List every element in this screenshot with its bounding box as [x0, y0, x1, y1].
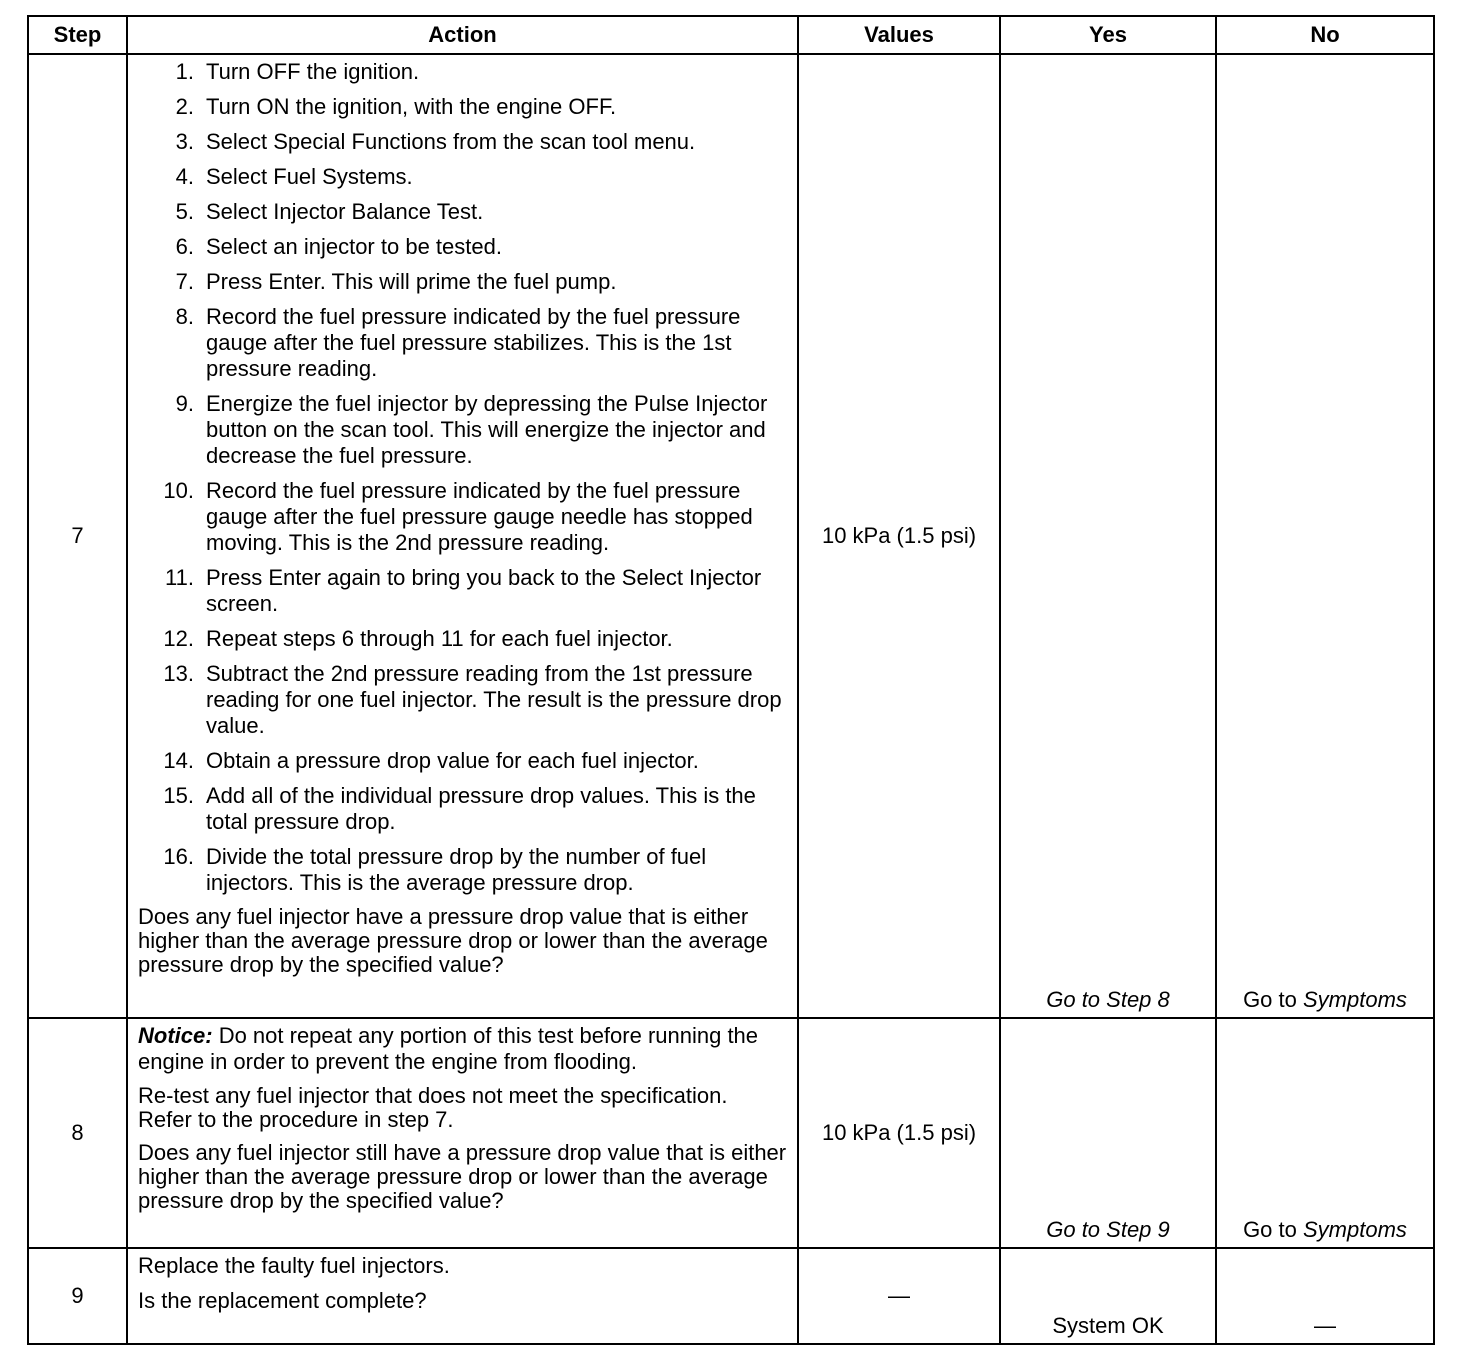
list-item — [138, 391, 787, 469]
values-cell: 10 kPa (1.5 psi) — [798, 1018, 1000, 1248]
notice-text: Do not repeat any portion of this test before running the engine in order to prevent the engine from flooding. — [138, 1023, 759, 1074]
list-item — [138, 59, 787, 85]
substep-text: Obtain a pressure drop value for each fuel injector. — [206, 748, 699, 773]
values-cell: 10 kPa (1.5 psi) — [798, 54, 1000, 1018]
diagnostic-table — [27, 15, 1435, 1345]
header-step: Step — [28, 16, 127, 54]
notice-label: Notice: — [138, 1023, 213, 1048]
header-yes: Yes — [1000, 16, 1216, 54]
symptoms-link: Symptoms — [1303, 987, 1407, 1012]
list-item — [138, 626, 787, 652]
substep-number: 14. — [163, 748, 194, 773]
substep-text: Turn ON the ignition, with the engine OFF. — [206, 94, 617, 119]
table-row — [28, 1248, 1434, 1344]
substep-text: Turn OFF the ignition. — [206, 59, 420, 84]
list-item — [138, 748, 787, 774]
substep-text: Select an injector to be tested. — [206, 234, 502, 259]
substep-text: Repeat steps 6 through 11 for each fuel injector. — [206, 626, 673, 651]
substep-number: 5. — [175, 199, 194, 224]
list-item — [138, 199, 787, 225]
substep-list — [138, 59, 787, 896]
no-cell: — — [1216, 1248, 1434, 1344]
list-item — [138, 94, 787, 120]
yes-system-ok: System OK — [1000, 1248, 1216, 1344]
substep-number: 6. — [175, 234, 194, 259]
step-number: 8 — [28, 1018, 127, 1248]
action-cell — [127, 1018, 798, 1248]
substep-text: Select Fuel Systems. — [206, 164, 413, 189]
header-no: No — [1216, 16, 1434, 54]
list-item — [138, 844, 787, 896]
no-goto-symptoms — [1216, 54, 1434, 1018]
notice-paragraph — [138, 1023, 787, 1075]
list-item — [138, 129, 787, 155]
symptoms-link: Symptoms — [1303, 1217, 1407, 1242]
table-row — [28, 1018, 1434, 1248]
no-prefix: Go to — [1243, 1217, 1297, 1242]
substep-text: Press Enter. This will prime the fuel pump. — [206, 269, 617, 294]
substep-text: Record the fuel pressure indicated by the fuel pressure gauge after the fuel pressure gauge needle has stopped moving. This is the 2nd pressure reading. — [206, 478, 753, 555]
question-text: Does any fuel injector still have a pressure drop value that is either higher than the average pressure drop or lower than the average pressure drop by the specified value? — [138, 1140, 787, 1213]
list-item — [138, 164, 787, 190]
yes-goto-step-9: Go to Step 9 — [1000, 1018, 1216, 1248]
substep-number: 2. — [175, 94, 194, 119]
table-row — [28, 54, 1434, 1018]
substep-text: Subtract the 2nd pressure reading from the 1st pressure reading for one fuel injector. The result is the pressure drop value. — [206, 661, 782, 738]
list-item — [138, 783, 787, 835]
header-action: Action — [127, 16, 798, 54]
list-item — [138, 478, 787, 556]
no-goto-symptoms — [1216, 1018, 1434, 1248]
substep-text: Add all of the individual pressure drop values. This is the total pressure drop. — [206, 783, 756, 834]
list-item — [138, 234, 787, 260]
substep-number: 8. — [175, 304, 194, 329]
retest-text: Re-test any fuel injector that does not meet the specification. Refer to the procedure in step 7. — [138, 1083, 728, 1132]
substep-text: Energize the fuel injector by depressing the Pulse Injector button on the scan tool. This will energize the injector and decrease the fuel pressure. — [206, 391, 768, 468]
list-item — [138, 304, 787, 382]
substep-text: Select Special Functions from the scan tool menu. — [206, 129, 696, 154]
list-item — [138, 269, 787, 295]
substep-text: Press Enter again to bring you back to the Select Injector screen. — [206, 565, 762, 616]
substep-number: 16. — [163, 844, 194, 869]
header-row — [28, 16, 1434, 54]
substep-number: 3. — [175, 129, 194, 154]
substep-number: 13. — [163, 661, 194, 686]
action-cell — [127, 1248, 798, 1344]
no-prefix: Go to — [1243, 987, 1297, 1012]
substep-text: Record the fuel pressure indicated by the fuel pressure gauge after the fuel pressure stabilizes. This is the 1st pressure reading. — [206, 304, 741, 381]
substep-number: 9. — [175, 391, 194, 416]
action-text: Replace the faulty fuel injectors. — [138, 1253, 450, 1278]
action-cell — [127, 54, 798, 1018]
values-cell: — — [798, 1248, 1000, 1344]
question-text: Does any fuel injector have a pressure drop value that is either higher than the average pressure drop or lower than the average pressure drop by the specified value? — [138, 904, 768, 977]
substep-number: 7. — [175, 269, 194, 294]
step-number: 7 — [28, 54, 127, 1018]
list-item — [138, 565, 787, 617]
list-item — [138, 661, 787, 739]
substep-text: Divide the total pressure drop by the number of fuel injectors. This is the average pressure drop. — [206, 844, 707, 895]
yes-goto-step-8: Go to Step 8 — [1000, 54, 1216, 1018]
question-text: Is the replacement complete? — [138, 1288, 427, 1313]
header-values: Values — [798, 16, 1000, 54]
substep-number: 4. — [175, 164, 194, 189]
substep-text: Select Injector Balance Test. — [206, 199, 484, 224]
substep-number: 11. — [165, 565, 194, 590]
substep-number: 12. — [163, 626, 194, 651]
substep-number: 10. — [163, 478, 194, 503]
substep-number: 1. — [175, 59, 194, 84]
step-number: 9 — [28, 1248, 127, 1344]
substep-number: 15. — [163, 783, 194, 808]
